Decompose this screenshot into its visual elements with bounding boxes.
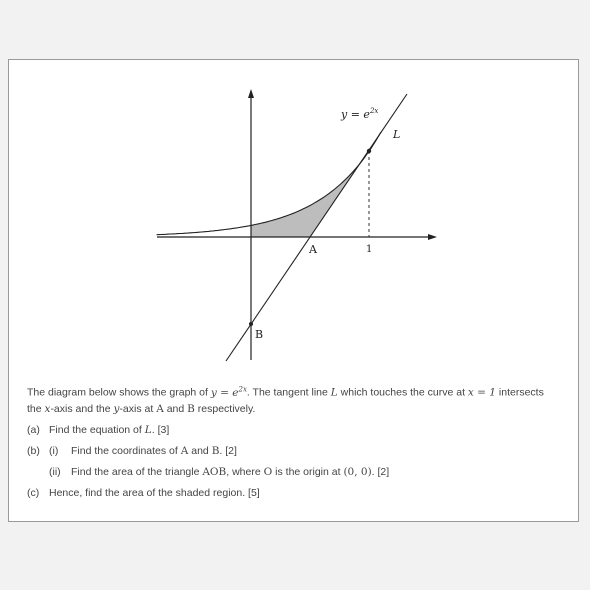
part-b-i: (b) (i) Find the coordinates of A and B. [2] [27, 444, 237, 457]
x-tick-label: 1 [366, 244, 373, 255]
exponential-curve [157, 132, 381, 234]
part-a: (a) Find the equation of L. [3] [27, 423, 170, 436]
shaded-region [251, 151, 369, 237]
tangent-label: L [393, 128, 401, 141]
tangent-point [367, 149, 371, 153]
x-axis-arrow-icon [428, 234, 437, 240]
graph-figure [9, 60, 580, 372]
intro-line-1: The diagram below shows the graph of $y = e^{2x}$. The tangent line L which touches the curve at x = 1 intersects [27, 385, 544, 399]
curve-label: $y = e^{2x}$ [341, 107, 379, 121]
part-c: (c) Hence, find the area of the shaded region. [5] [27, 486, 260, 499]
point-b-dot [249, 322, 253, 326]
point-b-label: B [255, 328, 264, 341]
intro-equation: $y = e^{2x}$ [210, 385, 247, 399]
point-a-label: A [309, 243, 317, 256]
question-text [27, 381, 572, 501]
y-axis-arrow-icon [248, 89, 254, 98]
question-card [8, 59, 579, 522]
part-b-ii: (ii) Find the area of the triangle AOB, where O is the origin at (0, 0). [2] [49, 465, 390, 478]
intro-line-2: the x-axis and the y-axis at A and B respectively. [27, 402, 256, 415]
